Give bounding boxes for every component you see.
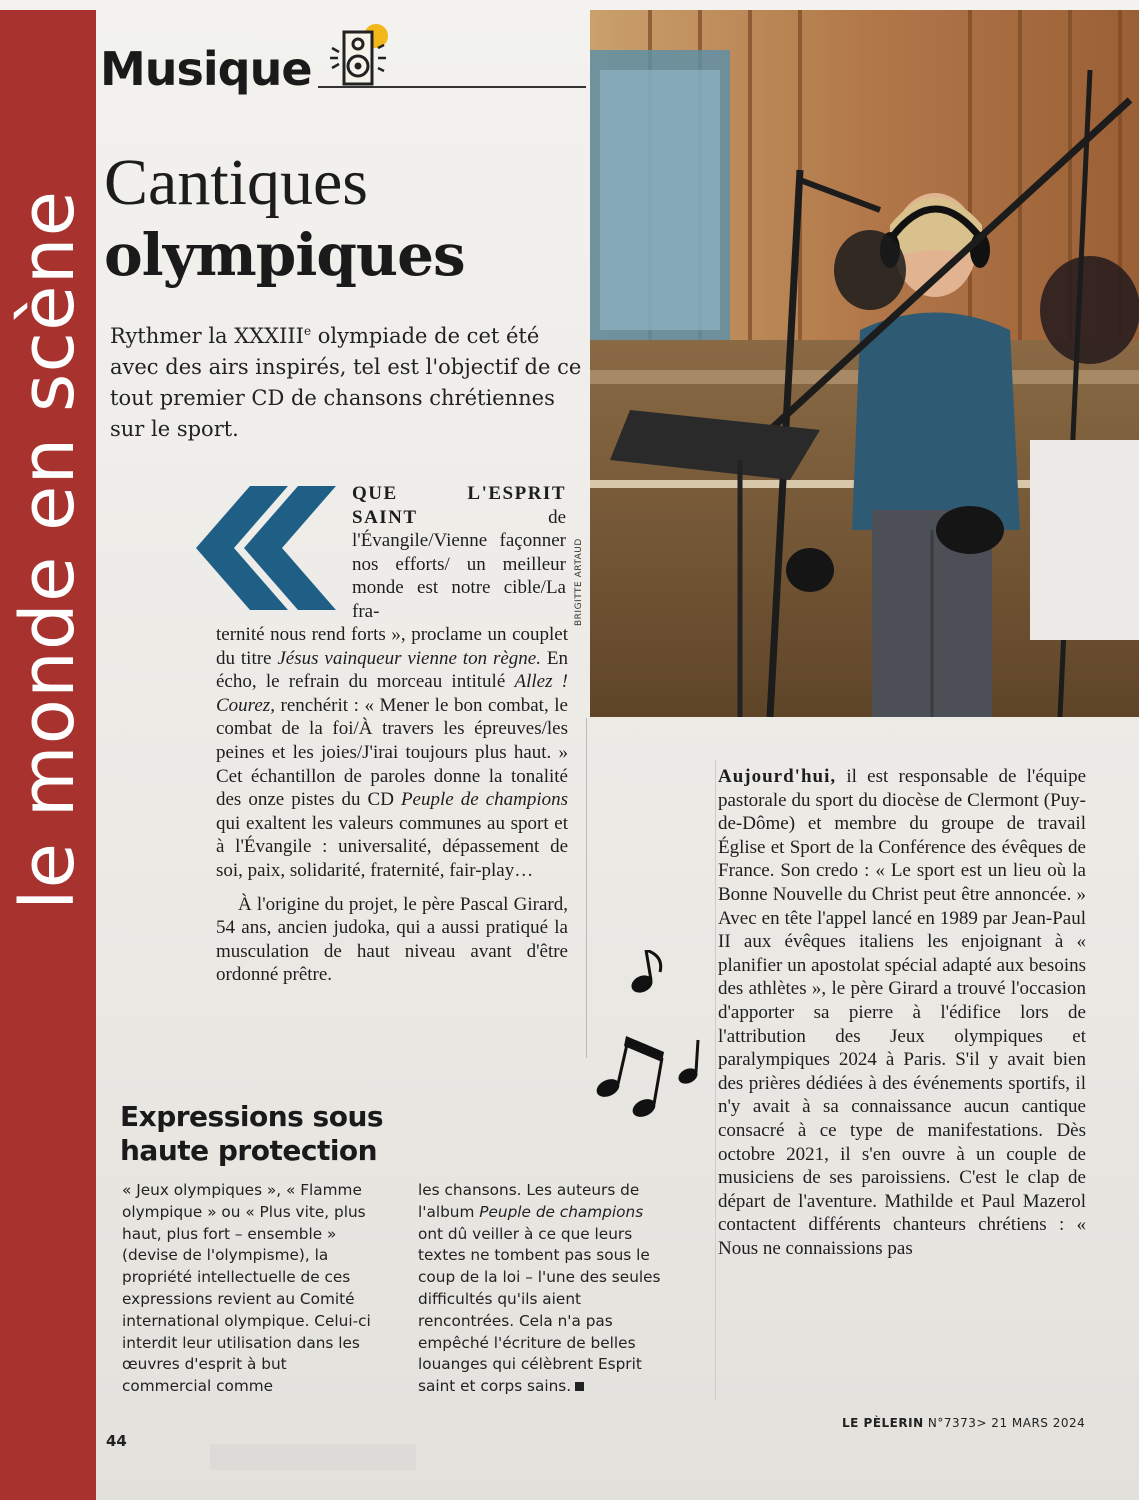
article-column1 (216, 623, 568, 987)
photo-credit: BRIGITTE ARTAUD (574, 538, 584, 626)
end-mark-icon (575, 1382, 584, 1391)
article-column1-intro: QUE L'ESPRIT SAINT de l'Évangile/Vienne façonner nos efforts/ un meilleur monde est notre cible/La fra- (352, 483, 566, 622)
quote-open-icon (196, 486, 336, 610)
article-title-line2: olympiques (104, 221, 465, 289)
column-divider (715, 760, 716, 1400)
article-title-line1: Cantiques (104, 146, 368, 219)
paragraph: Aujourd'hui, il est responsable de l'équipe pastorale du sport du diocèse de Clermont (Puy-de-Dôme) et membre du groupe de travail Église et Sport de la Conférence des évêques de France. Son credo : « Le sport est un lieu où la Bonne Nouvelle du Christ peut être annoncée. » Avec en tête l'appel lancé en 1989 par Jean-Paul II aux évêques italiens les enjoignant à « planifier un apostolat spécial adapté aux besoins des athlètes », le père Girard a trouvé l'occasion d'apporter sa pierre à l'édifice lors de l'attribution des Jeux olympiques et paralympiques 2024 à Paris. S'il y avait bien des prières dédiées à des événements sportifs, il n'y avait à sa connaissance aucun cantique consacré à ce type de manifestations. Dès octobre 2021, il s'en ouvre à un couple de musiciens de ses paroissiens. C'est le clap de départ de l'aventure. Mathilde et Paul Mazerol contactent différents chanteurs chrétiens : « Nous ne connaissions pas (718, 766, 1086, 1259)
box-column1: « Jeux olympiques », « Flamme olympique » ou « Plus vite, plus haut, plus fort – ensemble » (devise de l'olympisme), la propriété intellectuelle de ces expressions revient au Comité international olympique. Celui-ci interdit leur utilisation dans les œuvres d'esprit à but commercial comme (122, 1181, 371, 1396)
section-label: le monde en scène (5, 189, 91, 911)
article-lead: Rythmer la XXXIIIe olympiade de cet été avec des airs inspirés, tel est l'objectif de ce tout premier CD de chansons chrétiennes sur le sport. (110, 324, 582, 441)
studio-photo (590, 10, 1139, 717)
page-number: 44 (106, 1432, 127, 1450)
speaker-icon (326, 18, 396, 92)
box-column2: les chansons. Les auteurs de l'album Peuple de champions ont dû veiller à ce que leurs textes ne tombent pas sous le coup de la loi – l'une des seules difficultés qu'ils aient rencontrées. Cela n'a pas empêché l'écriture de belles louanges qui célèbrent Esprit saint et corps sains. (418, 1181, 661, 1396)
paragraph: ternité nous rend forts », proclame un couplet du titre Jésus vainqueur vienne ton règne. En écho, le refrain du morceau intitulé Allez ! Courez, renchérit : « Mener le bon combat, le combat de la foi/À travers les épreuves/les peines et les joies/J'irai toujours plus haut. » Cet échantillon de paroles donne la tonalité des onze pistes du CD Peuple de champions qui exaltent les valeurs communes au sport et à l'Évangile : universalité, dépassement de soi, paix, solidarité, fraternité, fair-play… (216, 624, 568, 881)
music-notes-icon (590, 950, 710, 1120)
next-page-shadow (210, 1444, 416, 1470)
rubric-title: Musique (100, 42, 312, 96)
paragraph: À l'origine du projet, le père Pascal Girard, 54 ans, ancien judoka, qui a aussi pratiqué la musculation de haut niveau avant d'être ordonné prêtre. (216, 893, 568, 986)
box-title: Expressions sous haute protection (120, 1100, 384, 1167)
article-column2 (718, 765, 1086, 1260)
rubric-rule (318, 86, 586, 88)
column-divider (586, 718, 587, 1058)
publication-footer: LE PÈLERIN N°7373> 21 MARS 2024 (842, 1416, 1086, 1430)
section-sidebar (0, 10, 96, 1500)
